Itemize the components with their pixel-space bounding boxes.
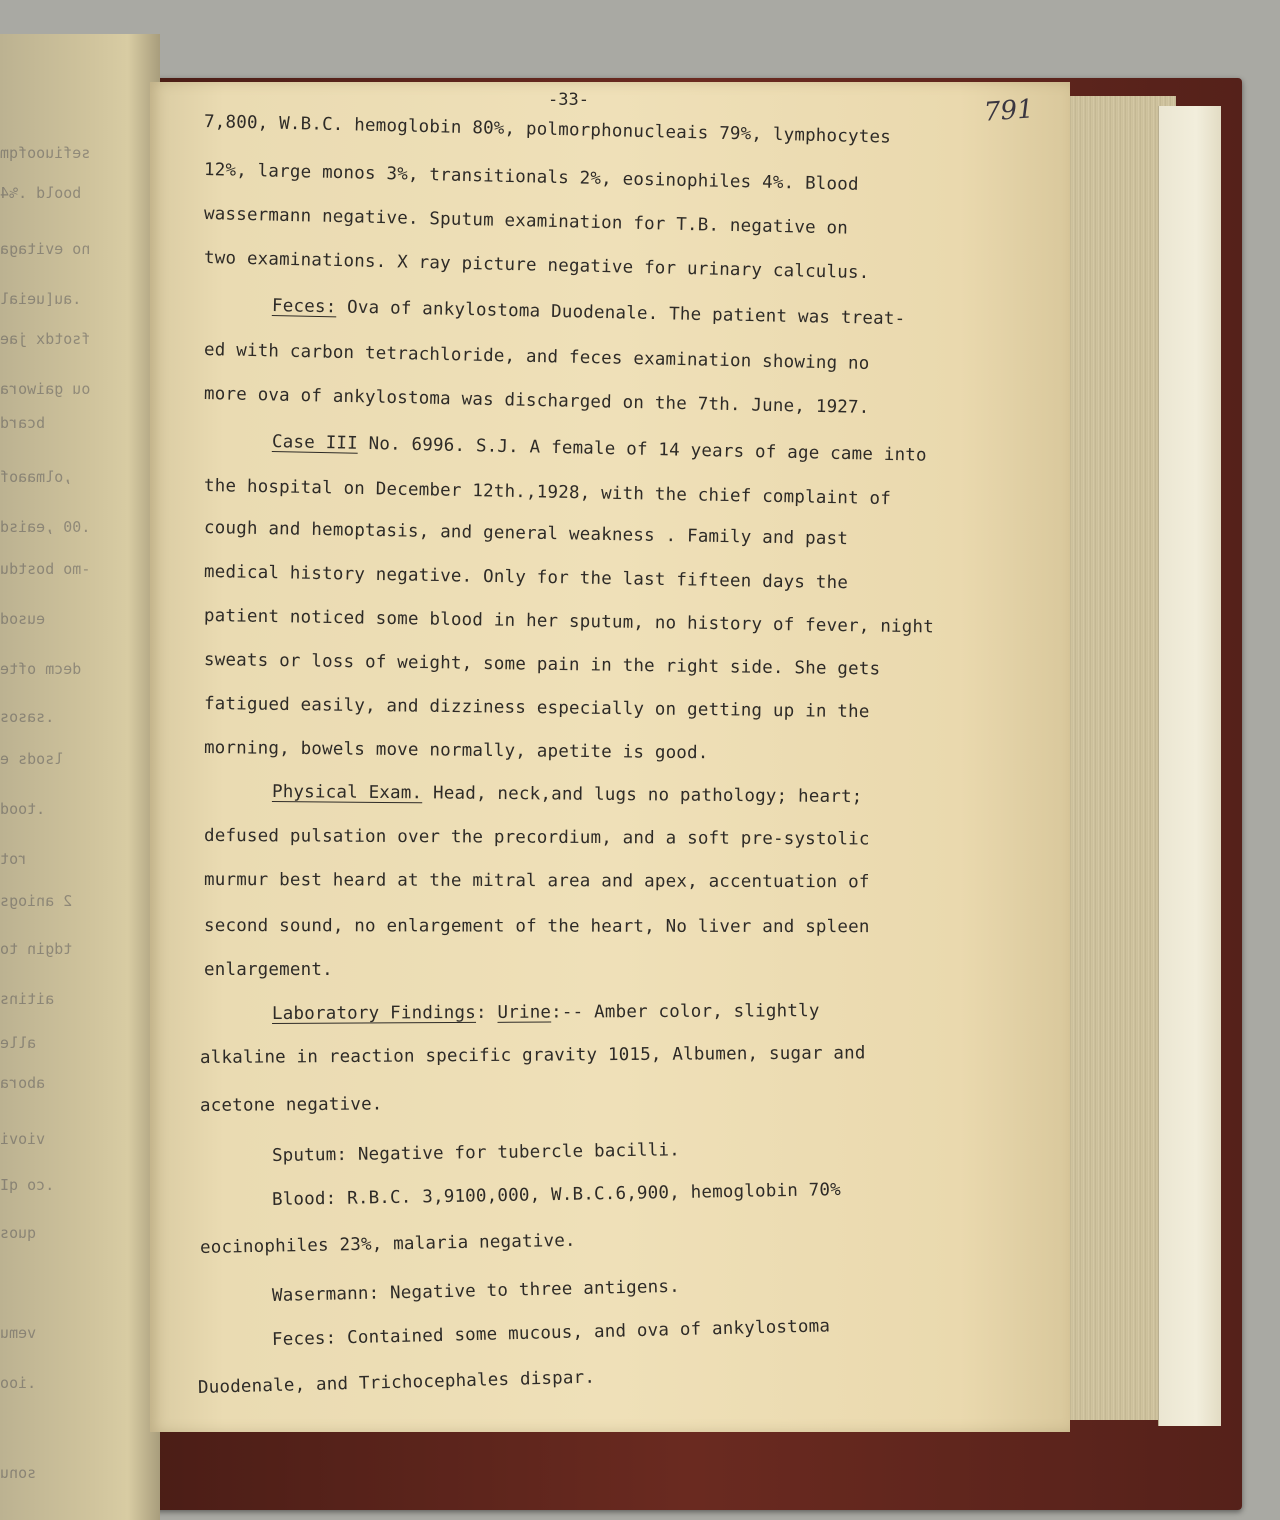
- text-line: ed with carbon tetrachloride, and feces examination showing no: [203, 340, 870, 374]
- blank-leaf: [1158, 106, 1221, 1426]
- text-line: eocinophiles 23%, malaria negative.: [199, 1230, 576, 1258]
- text-line: wassermann negative. Sputum examination for T.B. negative on: [203, 204, 849, 239]
- text-line: defused pulsation over the precordium, and a soft pre-systolic: [203, 826, 870, 850]
- lab-findings-heading: Laboratory Findings: [271, 1002, 477, 1024]
- physical-exam-heading: Physical Exam.: [271, 782, 423, 804]
- text-line: Feces: Contained some mucous, and ova of ankylostoma: [271, 1316, 831, 1350]
- text-line: Laboratory Findings: Urine:-- Amber color, slightly: [271, 1001, 820, 1024]
- facing-left-page: sefiuoofqm boold .%4 no evitaga .au[ueial fsotdx jae ou gaiwora bcard ,olmaaof .00 ,eaisd -mo bostdu eusod decm ofte .sasos lsods e .tood rot 2 aniogs tdgin to aitins alle abora viovi .co qI quos vemu .ioo sonu: [0, 34, 160, 1520]
- text-line: patient noticed some blood in her sputum, no history of fever, night: [203, 606, 935, 638]
- text-line: murmur best heard at the mitral area and apex, accentuation of: [203, 870, 870, 893]
- text-line: alkaline in reaction specific gravity 1015, Albumen, sugar and: [199, 1043, 866, 1068]
- text-line: more ova of ankylostoma was discharged on the 7th. June, 1927.: [203, 384, 870, 418]
- text-line: Physical Exam. Head, neck,and lugs no pathology; heart;: [271, 782, 863, 808]
- text-line: Sputum: Negative for tubercle bacilli.: [271, 1140, 681, 1166]
- text-line: medical history negative. Only for the last fifteen days the: [203, 562, 849, 594]
- text-line: enlargement.: [204, 960, 333, 980]
- text-line: second sound, no enlargement of the heart, No liver and spleen: [203, 916, 870, 938]
- text-line: fatigued easily, and dizziness especially on getting up in the: [203, 694, 870, 723]
- text-line: sweats or loss of weight, some pain in the right side. She gets: [203, 650, 881, 680]
- text-line: 7,800, W.B.C. hemoglobin 80%, polmorphonucleais 79%, lymphocytes: [203, 112, 892, 148]
- handwritten-page-number: 791: [983, 94, 1035, 128]
- text-line: Duodenale, and Trichocephales dispar.: [197, 1367, 596, 1398]
- text-line: Blood: R.B.C. 3,9100,000, W.B.C.6,900, hemoglobin 70%: [271, 1180, 842, 1210]
- urine-heading: Urine: [497, 1002, 552, 1023]
- text-line: two examinations. X ray picture negative for urinary calculus.: [203, 248, 870, 284]
- text-line: the hospital on December 12th.,1928, with the chief complaint of: [203, 476, 892, 510]
- text-line: Case III No. 6996. S.J. A female of 14 years of age came into: [271, 432, 927, 466]
- text-line: Feces: Ova of ankylostoma Duodenale. The patient was treat-: [271, 296, 906, 330]
- text-line: morning, bowels move normally, apetite is good.: [203, 738, 709, 764]
- text-line: acetone negative.: [199, 1094, 383, 1116]
- text-line: Wasermann: Negative to three antigens.: [271, 1276, 681, 1306]
- text-line: 12%, large monos 3%, transitionals 2%, eosinophiles 4%. Blood: [203, 160, 859, 195]
- feces-heading: Feces:: [271, 296, 337, 318]
- page-number: -33-: [548, 90, 589, 110]
- text-line: cough and hemoptasis, and general weakness . Family and past: [203, 518, 849, 550]
- case-heading: Case III: [271, 432, 359, 454]
